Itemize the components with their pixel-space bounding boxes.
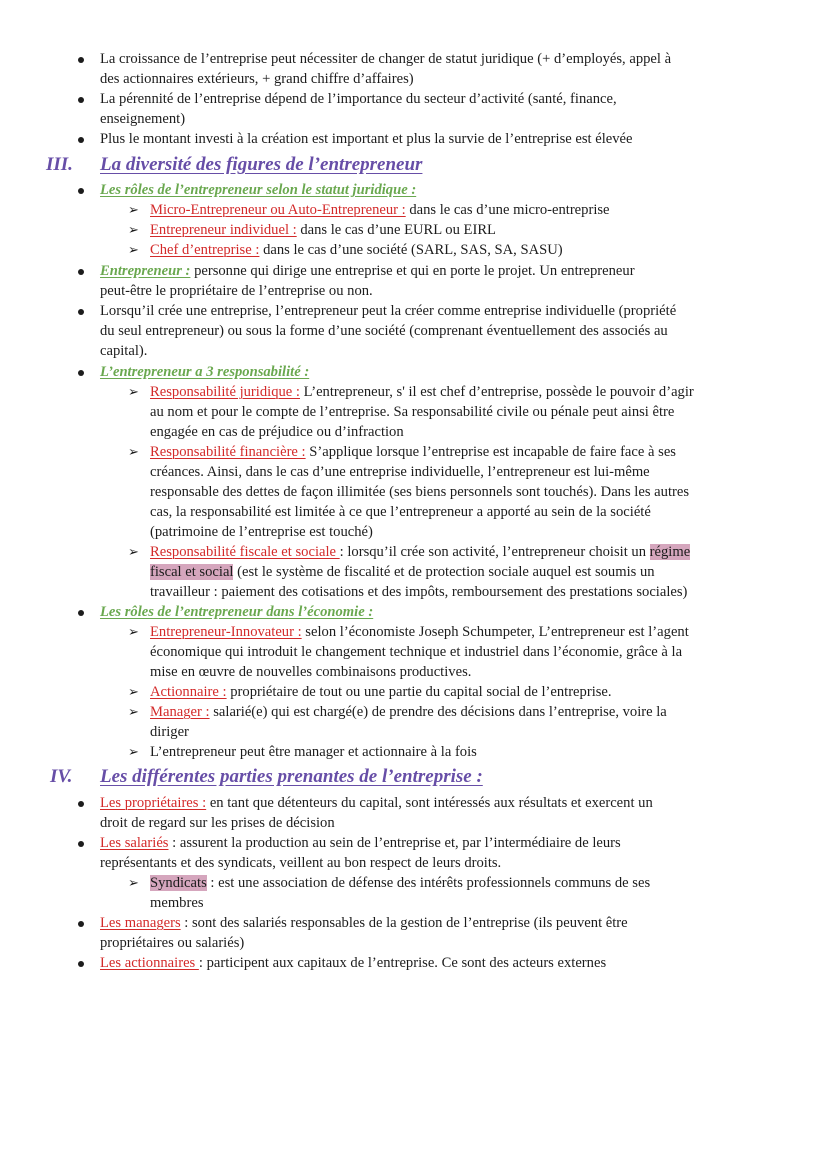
intro-bullet-2-line-2: enseignement) bbox=[100, 111, 186, 127]
resp-financiere-line-3: responsable des dettes de façon illimitée (ses biens personnels sont touchés). Dans les autres bbox=[150, 484, 690, 500]
arrow-bullet-icon: ➢ bbox=[128, 202, 139, 217]
innovateur-line-2: économique qui introduit le changement technique et industriel dans l’économie, grâce à la bbox=[150, 644, 683, 660]
arrow-bullet-icon: ➢ bbox=[128, 744, 139, 759]
proprietaires-line-1: Les propriétaires : en tant que détenteurs du capital, sont intéressés aux résultats et exercent un bbox=[100, 795, 653, 811]
syndicats-line-2: membres bbox=[150, 895, 204, 911]
resp-fiscale-line-3: travailleur : paiement des cotisations et des impôts, remboursement des prestations sociales) bbox=[150, 584, 688, 600]
creation-line-2: du seul entrepreneur) ou sous la forme d’une société (comprenant éventuellement des associés au bbox=[100, 323, 668, 339]
arrow-bullet-icon: ➢ bbox=[128, 384, 139, 399]
bullet-icon bbox=[78, 57, 84, 63]
role-item-1: Micro-Entrepreneur ou Auto-Entrepreneur : dans le cas d’une micro-entreprise bbox=[150, 202, 610, 218]
resp-financiere-line-2: créances. Ainsi, dans le cas d’une entreprise individuelle, l’entrepreneur est lui-même bbox=[150, 464, 650, 480]
intro-bullet-3: Plus le montant investi à la création est important et plus la survie de l’entreprise est élevée bbox=[100, 131, 633, 147]
entrepreneur-term: Entrepreneur : bbox=[100, 263, 191, 279]
resp-fiscale-line-1: Responsabilité fiscale et sociale : lorsqu’il crée son activité, l’entrepreneur choisit un régime bbox=[150, 544, 691, 560]
arrow-bullet-icon: ➢ bbox=[128, 544, 139, 559]
managers-line-1: Les managers : sont des salariés responsables de la gestion de l’entreprise (ils peuvent être bbox=[100, 915, 628, 931]
bullet-icon bbox=[78, 801, 84, 807]
responsabilites-heading: L’entrepreneur a 3 responsabilité : bbox=[100, 364, 310, 380]
section-3-number: III. bbox=[46, 154, 73, 175]
creation-line-1: Lorsqu’il crée une entreprise, l’entrepreneur peut la créer comme entreprise individuelle (propriété bbox=[100, 303, 677, 319]
syndicats-line-1: Syndicats : est une association de défense des intérêts professionnels communs de ses bbox=[150, 875, 651, 891]
entrepreneur-def-line-2: peut-être le propriétaire de l’entreprise ou non. bbox=[100, 283, 373, 299]
intro-bullet-1-line-1: La croissance de l’entreprise peut nécessiter de changer de statut juridique (+ d’employés, appel à bbox=[100, 51, 672, 67]
bullet-icon bbox=[78, 97, 84, 103]
intro-bullet-1-line-2: des actionnaires extérieurs, + grand chiffre d’affaires) bbox=[100, 71, 414, 87]
arrow-bullet-icon: ➢ bbox=[128, 684, 139, 699]
resp-juridique-line-1: Responsabilité juridique : L’entrepreneur, s' il est chef d’entreprise, possède le pouvoir d’agir bbox=[150, 384, 694, 400]
role-term: Entrepreneur individuel : bbox=[150, 222, 297, 238]
salaries-line-2: représentants et des syndicats, veillent au bon respect de leurs droits. bbox=[100, 855, 502, 871]
arrow-bullet-icon: ➢ bbox=[128, 704, 139, 719]
actionnaires-line: Les actionnaires : participent aux capitaux de l’entreprise. Ce sont des acteurs externes bbox=[100, 955, 607, 971]
highlight: Syndicats bbox=[150, 875, 207, 891]
both-line: L’entrepreneur peut être manager et actionnaire à la fois bbox=[150, 744, 477, 760]
innovateur-line-1: Entrepreneur-Innovateur : selon l’économiste Joseph Schumpeter, L’entrepreneur est l’agent bbox=[150, 624, 689, 640]
bullet-icon bbox=[78, 269, 84, 275]
manager-line-1: Manager : salarié(e) qui est chargé(e) de prendre des décisions dans l’entreprise, voire la bbox=[150, 704, 667, 720]
intro-bullet-2-line-1: La pérennité de l’entreprise dépend de l’importance du secteur d’activité (santé, finance, bbox=[100, 91, 617, 107]
section-4-number: IV. bbox=[50, 766, 73, 787]
bullet-icon bbox=[78, 309, 84, 315]
highlight: régime bbox=[649, 544, 691, 560]
resp-financiere-line-4: cas, la responsabilité est limitée à ce que l’entrepreneur a apporté au sein de la société bbox=[150, 504, 651, 520]
highlight: fiscal et social bbox=[150, 564, 234, 580]
section-4-title: Les différentes parties prenantes de l’entreprise : bbox=[100, 766, 483, 787]
innovateur-line-3: mise en œuvre de nouvelles combinaisons productives. bbox=[150, 664, 472, 680]
resp-juridique-line-3: engagée en cas de préjudice ou d’infraction bbox=[150, 424, 404, 440]
proprietaires-line-2: droit de regard sur les prises de décision bbox=[100, 815, 335, 831]
roles-juridique-heading: Les rôles de l’entrepreneur selon le statut juridique : bbox=[100, 182, 417, 198]
salaries-line-1: Les salariés : assurent la production au sein de l’entreprise et, par l’intermédiaire de leurs bbox=[100, 835, 621, 851]
bullet-icon bbox=[78, 370, 84, 376]
bullet-icon bbox=[78, 841, 84, 847]
managers-line-2: propriétaires ou salariés) bbox=[100, 935, 245, 951]
arrow-bullet-icon: ➢ bbox=[128, 624, 139, 639]
bullet-icon bbox=[78, 188, 84, 194]
arrow-bullet-icon: ➢ bbox=[128, 875, 139, 890]
entrepreneur-def-line-1: Entrepreneur : personne qui dirige une entreprise et qui en porte le projet. Un entrepreneur bbox=[100, 263, 635, 279]
bullet-icon bbox=[78, 137, 84, 143]
role-item-3: Chef d’entreprise : dans le cas d’une société (SARL, SAS, SA, SASU) bbox=[150, 242, 563, 258]
resp-financiere-line-5: (patrimoine de l’entreprise est touché) bbox=[150, 524, 373, 540]
roles-economie-heading: Les rôles de l’entrepreneur dans l’économie : bbox=[100, 604, 374, 620]
arrow-bullet-icon: ➢ bbox=[128, 222, 139, 237]
bullet-icon bbox=[78, 961, 84, 967]
role-item-2: Entrepreneur individuel : dans le cas d’une EURL ou EIRL bbox=[150, 222, 496, 238]
manager-line-2: diriger bbox=[150, 724, 189, 740]
bullet-icon bbox=[78, 921, 84, 927]
resp-financiere-line-1: Responsabilité financière : S’applique lorsque l’entreprise est incapable de faire face à ses bbox=[150, 444, 676, 460]
role-term: Micro-Entrepreneur ou Auto-Entrepreneur : bbox=[150, 202, 406, 218]
actionnaire-line: Actionnaire : propriétaire de tout ou une partie du capital social de l’entreprise. bbox=[150, 684, 612, 700]
bullet-icon bbox=[78, 610, 84, 616]
resp-fiscale-line-2: fiscal et social (est le système de fiscalité et de protection sociale auquel est soumis un bbox=[150, 564, 655, 580]
creation-line-3: capital). bbox=[100, 343, 148, 359]
section-3-title: La diversité des figures de l’entrepreneur bbox=[100, 154, 423, 175]
arrow-bullet-icon: ➢ bbox=[128, 444, 139, 459]
arrow-bullet-icon: ➢ bbox=[128, 242, 139, 257]
role-term: Chef d’entreprise : bbox=[150, 242, 260, 258]
resp-juridique-line-2: au nom et pour le compte de l’entreprise. Sa responsabilité civile ou pénale peut ainsi être bbox=[150, 404, 675, 420]
